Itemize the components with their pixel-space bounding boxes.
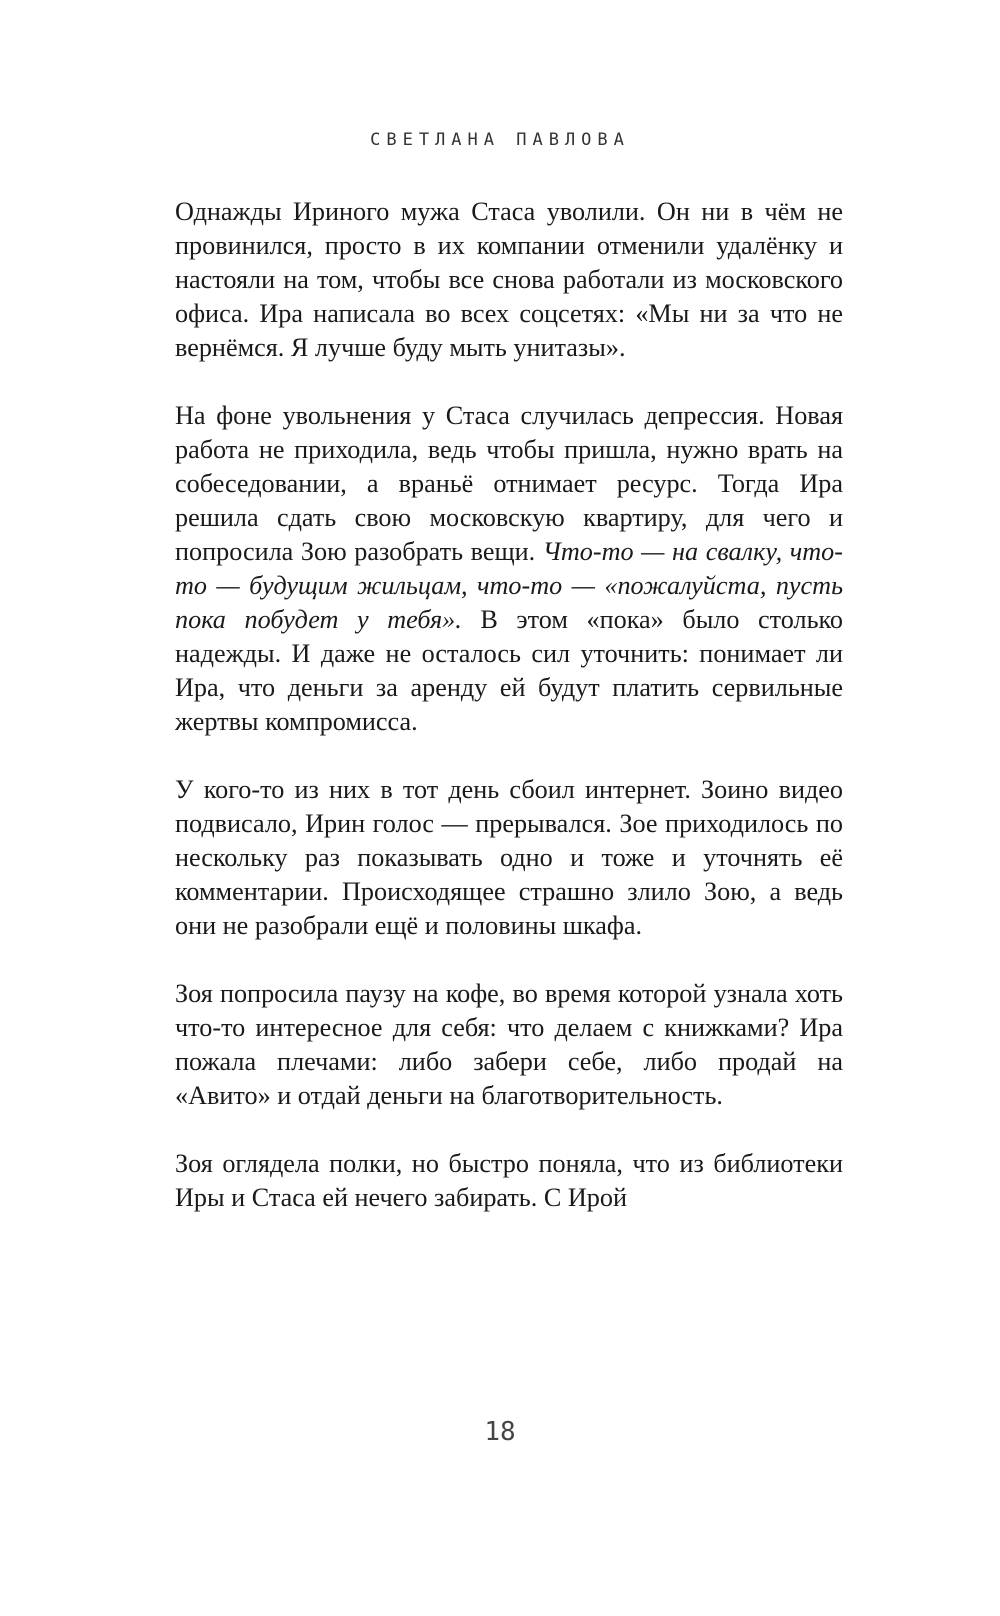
paragraph-5: Зоя оглядела полки, но быстро поняла, что из библиотеки Иры и Стаса ей нечего забирать. С Ирой xyxy=(175,1149,843,1212)
paragraph-3: У кого-то из них в тот день сбоил интернет. Зоино видео подвисало, Ирин голос — прерывался. Зое приходилось по нескольку раз показывать одно и тоже и уточнять её комментарии. Происходящее страшно злило Зою, а ведь они не разобрали ещё и половины шкафа. xyxy=(175,775,843,940)
page-number: 18 xyxy=(484,1417,516,1447)
paragraph-1: Однажды Ириного мужа Стаса уволили. Он ни в чём не провинился, просто в их компании отменили удалёнку и настояли на том, чтобы все снова работали из московского офиса. Ира написала во всех соцсетях: «Мы ни за что не вернёмся. Я лучше буду мыть унитазы». xyxy=(175,197,843,362)
paragraph-2-tail: В этом «пока» было столько надежды. И даже не осталось сил уточнить: понимает ли Ира, что деньги за аренду ей будут платить сервильные жертвы компромисса. xyxy=(175,605,844,736)
paragraph-2-italic-quote: Что-то — на свалку, что-то — будущим жильцам, что-то — «пожалуйста, пусть пока побудет у тебя». xyxy=(175,537,843,634)
body-text xyxy=(175,195,843,1249)
paragraph-4: Зоя попросила паузу на кофе, во время которой узнала хоть что-то интересное для себя: что делаем с книжками? Ира пожала плечами: либо забери себе, либо продай на «Авито» и отдай деньги на благотворительность. xyxy=(175,979,843,1110)
paragraph-2-lead: На фоне увольнения у Стаса случилась депрессия. Новая работа не приходила, ведь чтобы пришла, нужно врать на собеседовании, а враньё отнимает ресурс. Тогда Ира решила сдать свою московскую квартиру, для чего и попросила Зою разобрать вещи. xyxy=(175,401,843,566)
running-header-author: СВЕТЛАНА ПАВЛОВА xyxy=(370,130,630,150)
paragraph-2 xyxy=(175,399,843,739)
